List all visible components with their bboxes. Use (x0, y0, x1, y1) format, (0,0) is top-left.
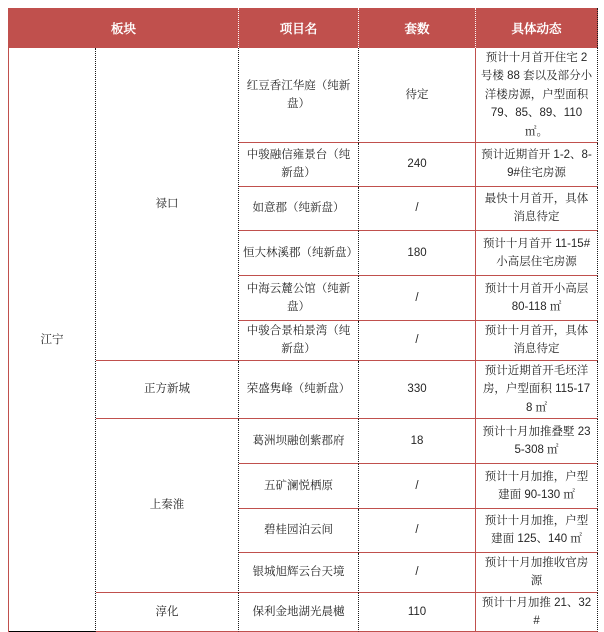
project-name-cell: 红豆香江华庭（纯新盘） (239, 48, 359, 143)
dynamic-cell: 预计十月首开，具体消息待定 (476, 321, 598, 361)
units-cell: / (359, 553, 476, 593)
dynamic-cell: 预计近期首开 1-2、8-9#住宅房源 (476, 143, 598, 187)
region-cell: 江宁 (9, 48, 96, 632)
table-row (9, 593, 598, 632)
dynamic-cell: 最快十月首开，具体消息待定 (476, 187, 598, 231)
dynamic-cell: 预计十月加推收官房源 (476, 553, 598, 593)
header-cell-section: 板块 (9, 8, 239, 48)
project-name-cell: 碧桂园泊云间 (239, 509, 359, 553)
project-name-cell: 保利金地湖光晨樾 (239, 593, 359, 632)
district-cell: 禄口 (96, 48, 239, 361)
project-name-cell: 银城旭辉云台天境 (239, 553, 359, 593)
dynamic-cell: 预计十月首开 11-15#小高层住宅房源 (476, 231, 598, 276)
header-cell-project: 项目名 (239, 8, 359, 48)
table-row (9, 48, 598, 143)
district-cell: 淳化 (96, 593, 239, 632)
units-cell: 待定 (359, 48, 476, 143)
units-cell: 330 (359, 361, 476, 419)
table-row (9, 419, 598, 464)
project-name-cell: 中海云麓公馆（纯新盘） (239, 276, 359, 321)
dynamic-cell: 预计十月加推，户型建面 125、140 ㎡ (476, 509, 598, 553)
units-cell: / (359, 276, 476, 321)
project-name-cell: 葛洲坝融创紫郡府 (239, 419, 359, 464)
project-name-cell: 如意郡（纯新盘） (239, 187, 359, 231)
units-cell: / (359, 509, 476, 553)
dynamic-cell: 预计十月加推 21、32# (476, 593, 598, 632)
units-cell: / (359, 187, 476, 231)
units-cell: 18 (359, 419, 476, 464)
project-name-cell: 中骏合景柏景湾（纯新盘） (239, 321, 359, 361)
real-estate-table (8, 8, 598, 632)
real-estate-table-container (8, 8, 598, 632)
table-row (9, 361, 598, 419)
project-name-cell: 荣盛隽峰（纯新盘） (239, 361, 359, 419)
units-cell: / (359, 464, 476, 509)
dynamic-cell: 预计十月首开住宅 2 号楼 88 套以及部分小洋楼房源，户型面积 79、85、89、110 ㎡。 (476, 48, 598, 143)
dynamic-cell: 预计十月首开小高层 80-118 ㎡ (476, 276, 598, 321)
units-cell: 180 (359, 231, 476, 276)
project-name-cell: 五矿澜悦栖原 (239, 464, 359, 509)
header-cell-units: 套数 (359, 8, 476, 48)
project-name-cell: 中骏融信雍景台（纯新盘） (239, 143, 359, 187)
table-body (9, 48, 598, 632)
units-cell: 240 (359, 143, 476, 187)
dynamic-cell: 预计近期首开毛坯洋房，户型面积 115-178 ㎡ (476, 361, 598, 419)
project-name-cell: 恒大林溪郡（纯新盘） (239, 231, 359, 276)
header-row (9, 8, 598, 48)
dynamic-cell: 预计十月加推叠墅 235-308 ㎡ (476, 419, 598, 464)
district-cell: 正方新城 (96, 361, 239, 419)
dynamic-cell: 预计十月加推，户型建面 90-130 ㎡ (476, 464, 598, 509)
units-cell: 110 (359, 593, 476, 632)
district-cell: 上秦淮 (96, 419, 239, 593)
header-cell-dynamic: 具体动态 (476, 8, 598, 48)
units-cell: / (359, 321, 476, 361)
